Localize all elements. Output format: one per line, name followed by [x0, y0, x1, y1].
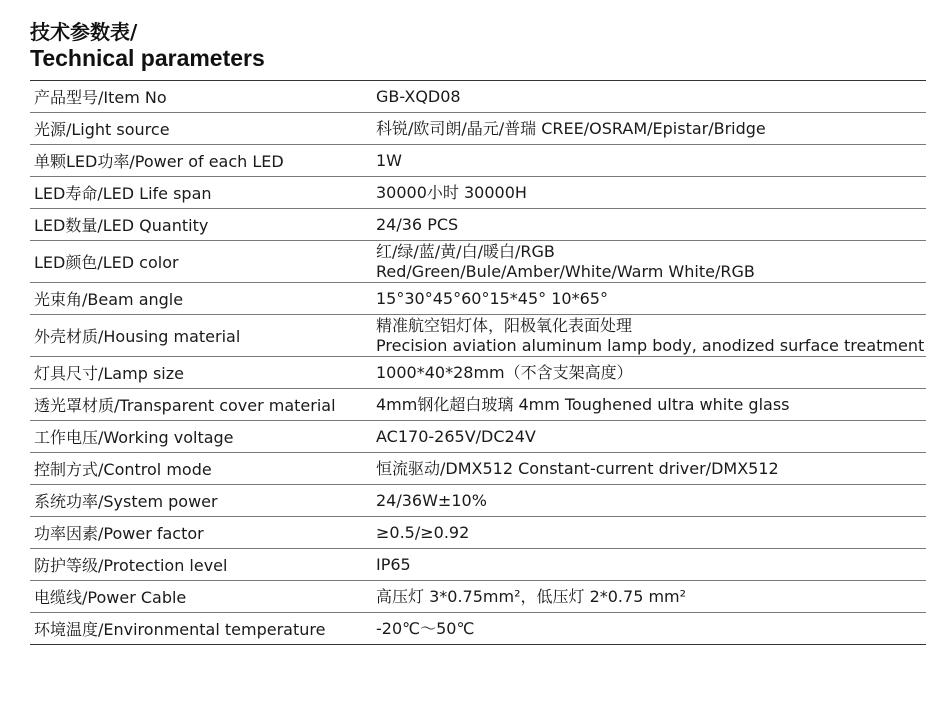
spec-value [376, 587, 926, 607]
title-chinese: 技术参数表/ [30, 20, 138, 44]
spec-value [376, 151, 926, 171]
spec-row [30, 453, 926, 485]
spec-value [376, 395, 926, 415]
spec-label: LED寿命/LED Life span [34, 184, 212, 203]
spec-value-line: 24/36W±10% [376, 490, 487, 510]
spec-row [30, 177, 926, 209]
spec-value-line: 红/绿/蓝/黄/白/暖白/RGB [376, 241, 555, 261]
title-english: Technical parameters [30, 45, 265, 71]
spec-row [30, 581, 926, 613]
spec-value [376, 619, 926, 639]
spec-row [30, 517, 926, 549]
spec-value [376, 242, 926, 282]
spec-value [376, 87, 926, 107]
spec-value-line: 恒流驱动/DMX512 Constant-current driver/DMX512 [376, 458, 779, 478]
spec-row [30, 209, 926, 241]
spec-value [376, 215, 926, 235]
spec-value-line: 1W [376, 150, 402, 170]
spec-value [376, 119, 926, 139]
spec-row [30, 315, 926, 357]
spec-row [30, 283, 926, 315]
spec-label: 光束角/Beam angle [34, 290, 184, 309]
spec-label: 防护等级/Protection level [34, 556, 228, 575]
spec-row [30, 389, 926, 421]
spec-value [376, 491, 926, 511]
spec-row [30, 485, 926, 517]
spec-label: 控制方式/Control mode [34, 460, 212, 479]
spec-value [376, 523, 926, 543]
spec-label: LED数量/LED Quantity [34, 216, 209, 235]
spec-label: 环境温度/Environmental temperature [34, 620, 326, 639]
spec-value-line: 15°30°45°60°15*45° 10*65° [376, 288, 608, 308]
spec-value [376, 363, 926, 383]
spec-row [30, 613, 926, 645]
spec-value-line: -20℃～50℃ [376, 618, 475, 638]
spec-label: 透光罩材质/Transparent cover material [34, 396, 336, 415]
spec-value-line: AC170-265V/DC24V [376, 426, 536, 446]
spec-row [30, 357, 926, 389]
spec-value-line: GB-XQD08 [376, 86, 461, 106]
spec-value-line: Red/Green/Bule/Amber/White/Warm White/RGB [376, 261, 755, 281]
spec-label: 工作电压/Working voltage [34, 428, 234, 447]
spec-row [30, 145, 926, 177]
spec-label: 灯具尺寸/Lamp size [34, 364, 184, 383]
spec-value-line: 1000*40*28mm（不含支架高度） [376, 362, 633, 382]
spec-value [376, 555, 926, 575]
spec-row [30, 81, 926, 113]
spec-value-line: 科锐/欧司朗/晶元/普瑞 CREE/OSRAM/Epistar/Bridge [376, 118, 766, 138]
spec-value [376, 289, 926, 309]
spec-value-line: 30000小时 30000H [376, 182, 527, 202]
spec-label: 光源/Light source [34, 120, 170, 139]
header [30, 20, 265, 72]
spec-label: 系统功率/System power [34, 492, 218, 511]
spec-value-line: ≥0.5/≥0.92 [376, 522, 470, 542]
spec-value-line: Precision aviation aluminum lamp body, anodized surface treatment [376, 335, 925, 355]
spec-value-line: 精准航空铝灯体，阳极氧化表面处理 [376, 315, 633, 335]
spec-row [30, 549, 926, 581]
spec-value [376, 427, 926, 447]
spec-row [30, 113, 926, 145]
spec-value-line: 4mm钢化超白玻璃 4mm Toughened ultra white glass [376, 394, 790, 414]
spec-table [30, 80, 926, 645]
spec-label: 外壳材质/Housing material [34, 327, 241, 346]
spec-value-line: IP65 [376, 554, 411, 574]
spec-label: 电缆线/Power Cable [34, 588, 187, 607]
spec-value-line: 高压灯 3*0.75mm²，低压灯 2*0.75 mm² [376, 586, 687, 606]
spec-label: 功率因素/Power factor [34, 524, 204, 543]
spec-value [376, 459, 926, 479]
spec-label: LED颜色/LED color [34, 253, 179, 272]
spec-value [376, 183, 926, 203]
spec-label: 产品型号/Item No [34, 88, 167, 107]
spec-row [30, 421, 926, 453]
spec-row [30, 241, 926, 283]
spec-value [376, 316, 926, 356]
spec-value-line: 24/36 PCS [376, 214, 459, 234]
spec-label: 单颗LED功率/Power of each LED [34, 152, 284, 171]
